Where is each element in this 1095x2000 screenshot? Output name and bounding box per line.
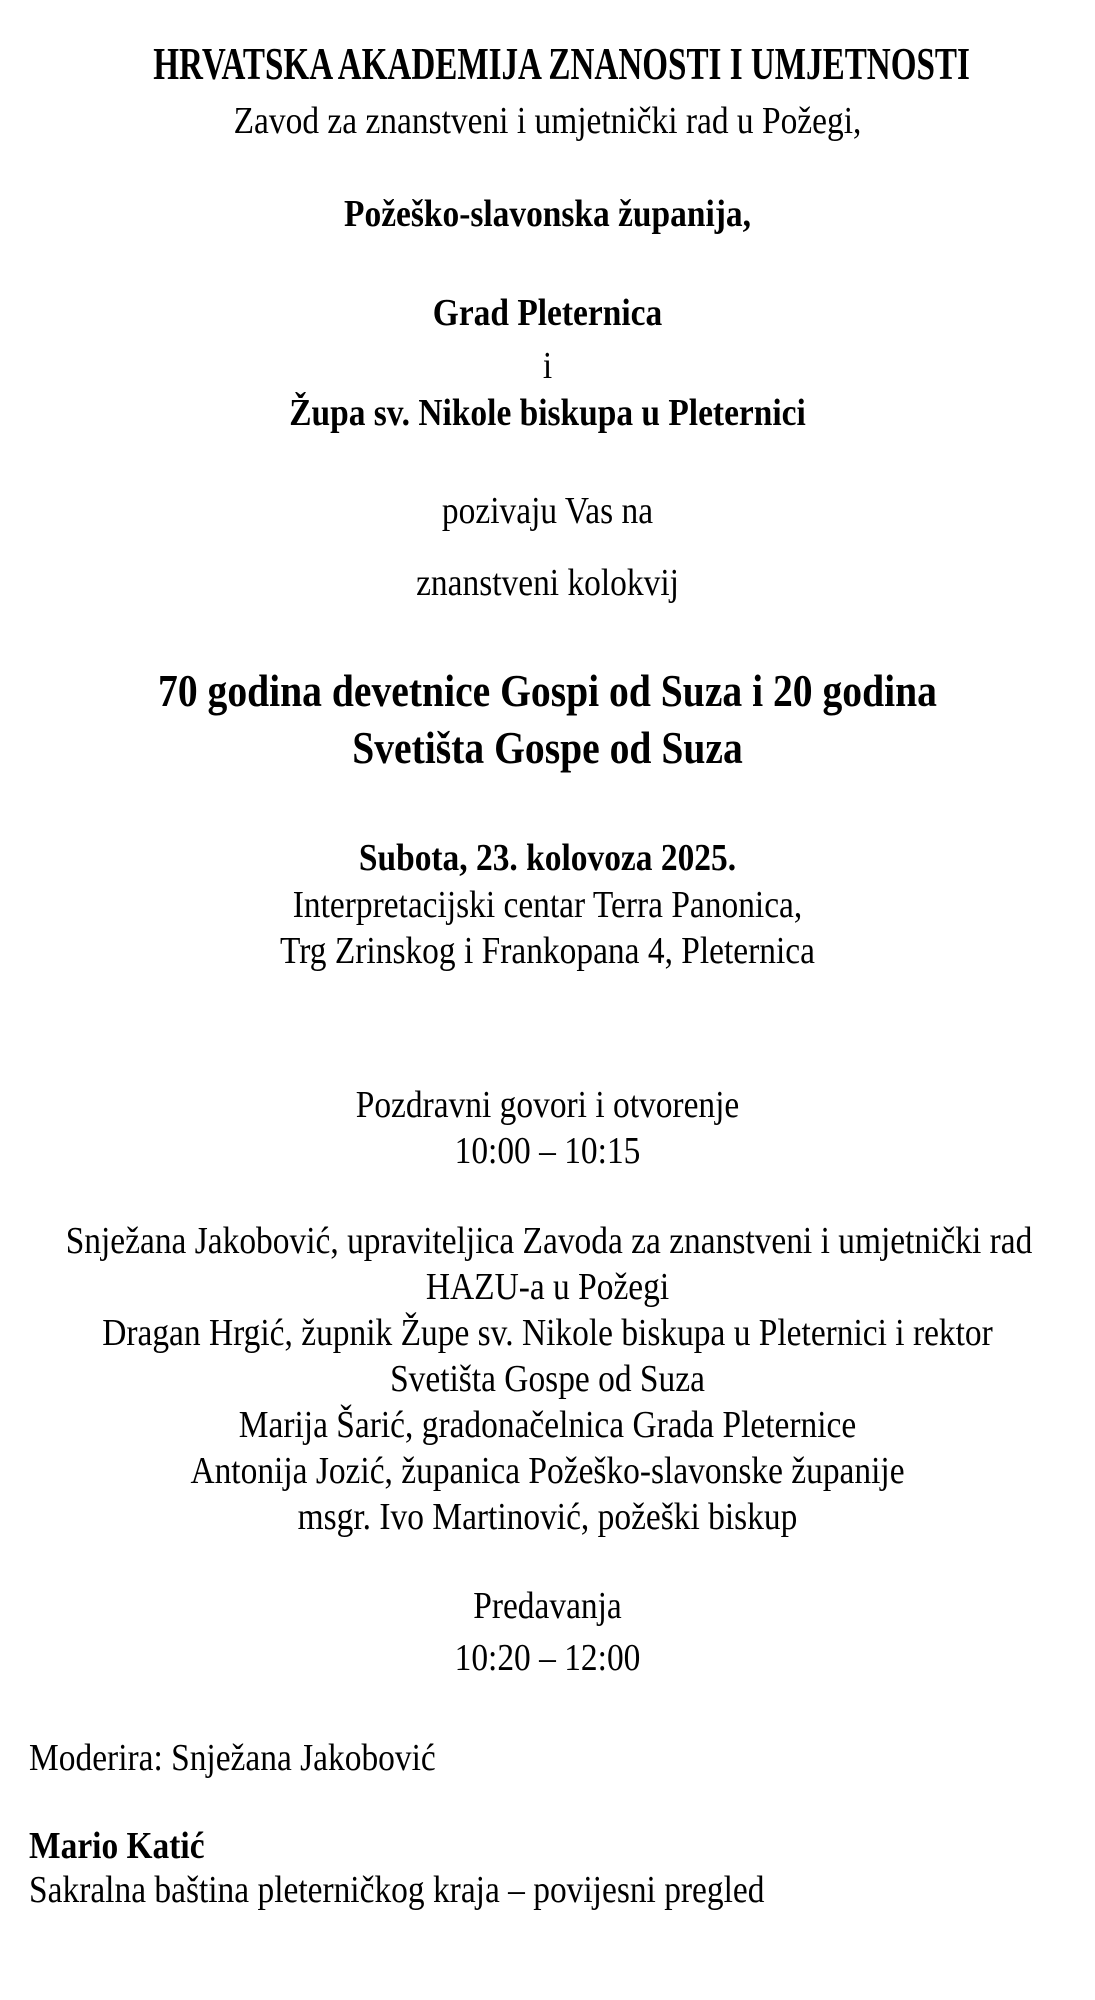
lectures-time: 10:20 – 12:00	[454, 1637, 641, 1679]
lecture-speaker: Mario Katić	[29, 1825, 205, 1867]
opening-speaker-line: Snježana Jakobović, upraviteljica Zavoda za znanstveni i umjetnički rad	[65, 1220, 1033, 1262]
opening-speaker-line: msgr. Ivo Martinović, požeški biskup	[297, 1496, 798, 1538]
opening-speaker-line: Svetišta Gospe od Suza	[390, 1358, 705, 1400]
opening-speaker-line: HAZU-a u Požegi	[425, 1266, 670, 1308]
opening-time: 10:00 – 10:15	[454, 1130, 641, 1172]
moderator-line: Moderira: Snježana Jakobović	[29, 1737, 436, 1779]
conjunction-text: i	[542, 345, 553, 387]
event-venue: Interpretacijski centar Terra Panonica,	[292, 884, 803, 926]
opening-speaker-line: Dragan Hrgić, župnik Župe sv. Nikole biskupa u Pleternici i rektor	[102, 1312, 993, 1354]
event-address: Trg Zrinskog i Frankopana 4, Pleternica	[280, 930, 815, 972]
event-type: znanstveni kolokvij	[416, 562, 679, 604]
lectures-heading: Predavanja	[473, 1585, 622, 1627]
colloquium-title-line1: 70 godina devetnice Gospi od Suza i 20 godina	[158, 666, 937, 716]
city-name: Grad Pleternica	[432, 292, 663, 334]
opening-heading: Pozdravni govori i otvorenje	[355, 1084, 740, 1126]
opening-speaker-line: Antonija Jozić, županica Požeško-slavonske županije	[190, 1450, 905, 1492]
institute-name: Zavod za znanstveni i umjetnički rad u Požegi,	[233, 100, 862, 142]
invite-line: pozivaju Vas na	[441, 490, 654, 532]
parish-name: Župa sv. Nikole biskupa u Pleternici	[289, 392, 806, 434]
county-name: Požeško-slavonska županija,	[344, 193, 751, 235]
event-date: Subota, 23. kolovoza 2025.	[358, 837, 737, 879]
colloquium-title-line2: Svetišta Gospe od Suza	[352, 723, 743, 773]
academy-name: HRVATSKA AKADEMIJA ZNANOSTI I UMJETNOSTI	[153, 38, 970, 89]
opening-speaker-line: Marija Šarić, gradonačelnica Grada Pleternice	[238, 1404, 857, 1446]
lecture-title: Sakralna baština pleterničkog kraja – povijesni pregled	[29, 1869, 765, 1911]
